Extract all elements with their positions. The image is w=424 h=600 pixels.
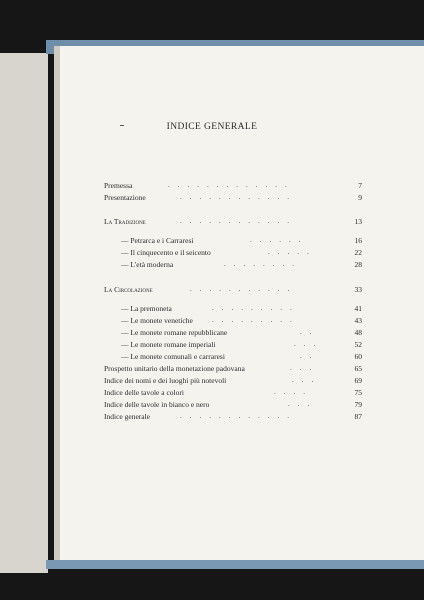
toc-entry-page-number: 60: [354, 352, 362, 361]
toc-entry: [0, 304, 424, 316]
toc-dot-leader: ........: [224, 260, 302, 268]
toc-dot-leader: ............: [180, 217, 297, 225]
toc-entry: [0, 376, 424, 388]
toc-entry-page-number: 69: [354, 376, 362, 385]
toc-dot-leader: ............: [180, 412, 297, 420]
toc-dot-leader: .........: [212, 304, 300, 312]
toc-entry-label: Presentazione: [104, 193, 146, 202]
toc-entry-page-number: 13: [354, 217, 362, 226]
toc-entry-label: — Le monete romane imperiali: [121, 340, 216, 349]
toc-dot-leader: ....: [274, 388, 313, 396]
toc-entry-label: La Tradizione: [104, 217, 146, 226]
book-cover-bottom-edge: [46, 560, 424, 569]
toc-entry: [0, 388, 424, 400]
toc-dot-leader: .........: [212, 316, 300, 324]
toc-dot-leader: ............: [180, 193, 297, 201]
toc-entry-page-number: 28: [354, 260, 362, 269]
toc-entry: [0, 181, 424, 193]
toc-entry-label: — Le monete venetiche: [121, 316, 193, 325]
toc-dot-leader: ...: [294, 340, 324, 348]
toc-entry-label: Indice delle tavole a colori: [104, 388, 184, 397]
toc-entry: [0, 248, 424, 260]
toc-entry-page-number: 43: [354, 316, 362, 325]
toc-entry-page-number: 48: [354, 328, 362, 337]
toc-entry: [0, 316, 424, 328]
toc-entry-label: Prospetto unitario della monetazione padovana: [104, 364, 245, 373]
toc-entry-label: — L'età moderna: [121, 260, 174, 269]
toc-entry-label: Premessa: [104, 181, 133, 190]
toc-entry: [0, 217, 424, 229]
toc-entry-page-number: 75: [354, 388, 362, 397]
toc-entry: [0, 260, 424, 272]
toc-entry-page-number: 41: [354, 304, 362, 313]
toc-entry-page-number: 22: [354, 248, 362, 257]
toc-dot-leader: ..: [300, 352, 320, 360]
toc-entry-page-number: 7: [358, 181, 362, 190]
toc-entry-page-number: 79: [354, 400, 362, 409]
toc-dot-leader: .............: [168, 181, 295, 189]
toc-entry: [0, 400, 424, 412]
toc-entry-label: — Le monete comunali e carraresi: [121, 352, 225, 361]
toc-dot-leader: ...: [292, 376, 322, 384]
toc-entry-label: — Petrarca e i Carraresi: [121, 236, 194, 245]
toc-entry-page-number: 9: [358, 193, 362, 202]
toc-entry: [0, 236, 424, 248]
toc-entry-page-number: 65: [354, 364, 362, 373]
toc-dot-leader: ..: [300, 328, 320, 336]
toc-entry-label: — Le monete romane repubblicane: [121, 328, 228, 337]
toc-entry: [0, 285, 424, 297]
toc-entry-page-number: 33: [354, 285, 362, 294]
toc-dot-leader: ...........: [190, 285, 298, 293]
toc-entry: [0, 328, 424, 340]
toc-entry-page-number: 16: [354, 236, 362, 245]
toc-entry-label: Indice delle tavole in bianco e nero: [104, 400, 210, 409]
toc-entry-page-number: 52: [354, 340, 362, 349]
toc-entry: [0, 412, 424, 424]
toc-entry-page-number: 87: [354, 412, 362, 421]
toc-dot-leader: ...: [288, 400, 318, 408]
toc-entry-label: — Il cinquecento e il seicento: [121, 248, 211, 257]
toc-entry-label: — La premoneta: [121, 304, 172, 313]
page-title: INDICE GENERALE: [166, 122, 258, 132]
toc-entry: [0, 364, 424, 376]
toc-entry: [0, 352, 424, 364]
toc-entry-label: Indice generale: [104, 412, 151, 421]
toc-entry-label: Indice dei nomi e dei luoghi più notevoli: [104, 376, 227, 385]
toc-dot-leader: ......: [250, 236, 309, 244]
toc-dot-leader: .....: [268, 248, 317, 256]
toc-dot-leader: ...: [290, 364, 320, 372]
toc-entry-label: La Circolazione: [104, 285, 153, 294]
toc-entry: [0, 340, 424, 352]
toc-entry: [0, 193, 424, 205]
